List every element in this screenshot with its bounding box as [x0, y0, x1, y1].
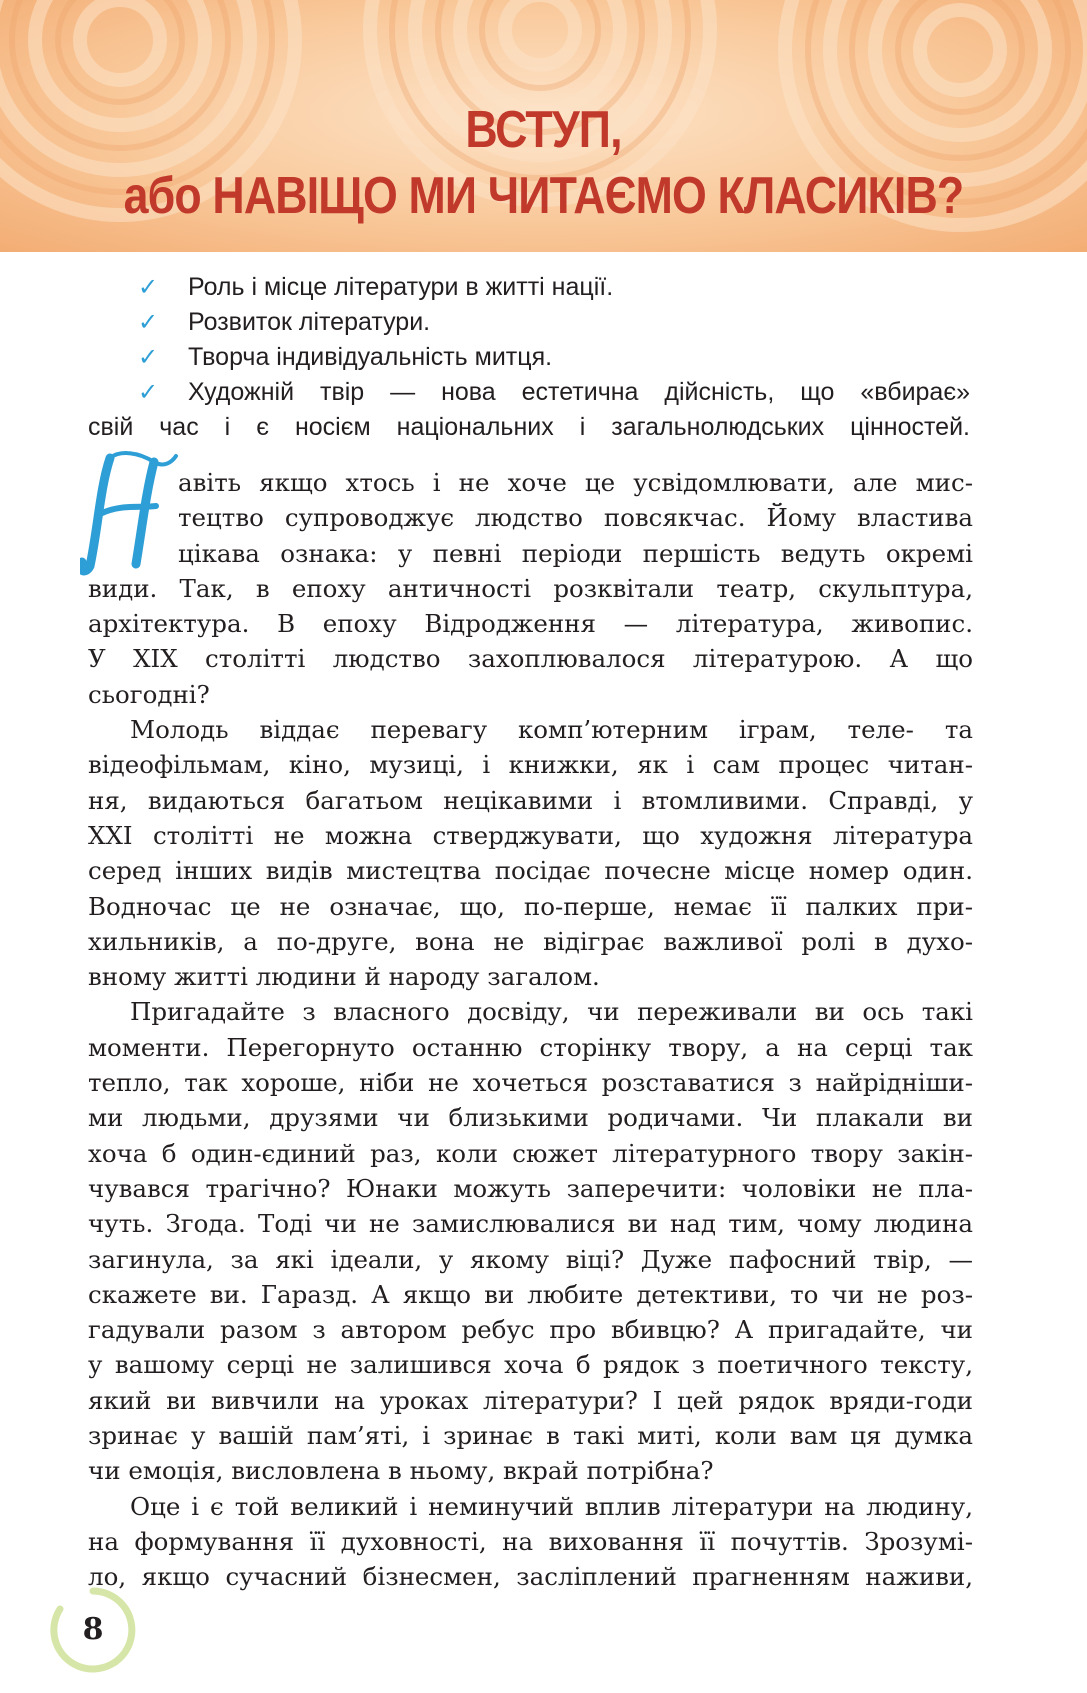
goal-text: Роль і місце літератури в житті нації.	[188, 273, 614, 301]
text-line: який ви вивчили на уроках літератури? І цей рядок вряди-годи	[88, 1385, 973, 1415]
goal-text: Розвиток літератури.	[188, 308, 431, 336]
goal-item	[88, 340, 968, 375]
text-line: XXI столітті не можна стверджувати, що художня література	[88, 820, 973, 850]
body-text	[88, 465, 973, 1595]
text-line: на формування її духовності, на виховання її почуттів. Зрозумі-	[88, 1526, 973, 1556]
text-line: скажете ви. Гаразд. А якщо ви любите детективи, то чи не роз-	[88, 1279, 973, 1309]
text-line: ло, якщо сучасний бізнесмен, засліплений прагненням наживи,	[88, 1562, 973, 1592]
paragraph-2	[88, 712, 973, 994]
text-line: цікава ознака: у певні періоди першість ведуть окремі	[178, 538, 973, 568]
text-line: відеофільмам, кіно, музиці, і книжки, як і сам процес читан-	[88, 750, 973, 780]
title-line-2: або НАВІЩО МИ ЧИТАЄМО КЛАСИКІВ?	[123, 167, 964, 225]
goal-text: Творча індивідуальність митця.	[188, 343, 553, 371]
text-line: Водночас це не означає, що, по-перше, немає її палких при-	[88, 891, 973, 921]
header-band	[0, 0, 1087, 252]
text-line: вному житті людини й народу загалом.	[88, 962, 600, 992]
goal-text: свій час і є носієм національних і загальнолюдських цінностей.	[88, 413, 970, 441]
text-line: чи емоція, висловлена в ньому, вкрай потрібна?	[88, 1456, 714, 1486]
text-line: серед інших видів мистецтва посідає почесне місце номер один.	[88, 856, 973, 886]
text-line: у вашому серці не залишився хоча б рядок з поетичного тексту,	[88, 1350, 973, 1380]
checkmark-icon: ✓	[138, 379, 159, 406]
paragraph-3	[88, 994, 973, 1488]
goal-item-continuation	[88, 410, 968, 445]
goal-item	[88, 375, 968, 410]
checkmark-icon: ✓	[138, 309, 159, 336]
text-line: ми людьми, друзями чи близькими родичами. Чи плакали ви	[88, 1103, 973, 1133]
paragraph-4	[88, 1489, 973, 1595]
goals-list	[88, 270, 968, 445]
text-line: архітектура. В епоху Відродження — література, живопис.	[88, 609, 973, 639]
text-line: ня, видаються багатьом нецікавими і втомливими. Справді, у	[88, 785, 973, 815]
text-line: хоча б один-єдиний раз, коли сюжет літературного твору закін-	[88, 1138, 973, 1168]
text-line: чуть. Згода. Тоді чи не замислювалися ви над тим, чому людина	[88, 1209, 973, 1239]
text-line: хильників, а по-друге, вона не відіграє важливої ролі в духо-	[88, 926, 973, 956]
text-line: тепло, так хороше, ніби не хочеться розставатися з найрідніши-	[88, 1068, 973, 1098]
goal-text: Художній твір — нова естетична дійсність, що «вбирає»	[188, 378, 970, 406]
text-line: моменти. Перегорнуто останню сторінку твору, а на серці так	[88, 1032, 973, 1062]
text-line: гадували разом з автором ребус про вбивцю? А пригадайте, чи	[88, 1315, 973, 1345]
checkmark-icon: ✓	[138, 344, 159, 371]
text-line: види. Так, в епоху античності розквітали театр, скульптура,	[88, 573, 973, 603]
text-line: Пригадайте з власного досвіду, чи переживали ви ось такі	[130, 997, 973, 1027]
text-line: У XIX столітті людство захоплювалося літературою. А що	[88, 644, 973, 674]
text-line: зринає у вашій пам’яті, і зринає в такі миті, коли вам ця думка	[88, 1421, 973, 1451]
text-line: Оце і є той великий і неминучий вплив літератури на людину,	[130, 1491, 973, 1521]
text-line: Молодь віддає перевагу комп’ютерним іграм, теле- та	[130, 715, 973, 745]
checkmark-icon: ✓	[138, 274, 159, 301]
paragraph-1	[88, 465, 973, 712]
text-line: авіть якщо хтось і не хоче це усвідомлювати, але мис-	[178, 468, 973, 497]
page-number-badge	[48, 1585, 138, 1675]
page-number: 8	[82, 1612, 104, 1647]
title-line-1: ВСТУП,	[465, 101, 622, 159]
goal-item	[88, 270, 968, 305]
text-line: загинула, за які ідеали, у якому віці? Дуже пафосний твір, —	[88, 1244, 973, 1274]
goal-item	[88, 305, 968, 340]
text-line: тецтво супроводжує людство повсякчас. Йому властива	[178, 503, 973, 533]
text-line: чувався трагічно? Юнаки можуть заперечити: чоловіки не пла-	[88, 1173, 973, 1203]
text-line: сьогодні?	[88, 679, 210, 709]
